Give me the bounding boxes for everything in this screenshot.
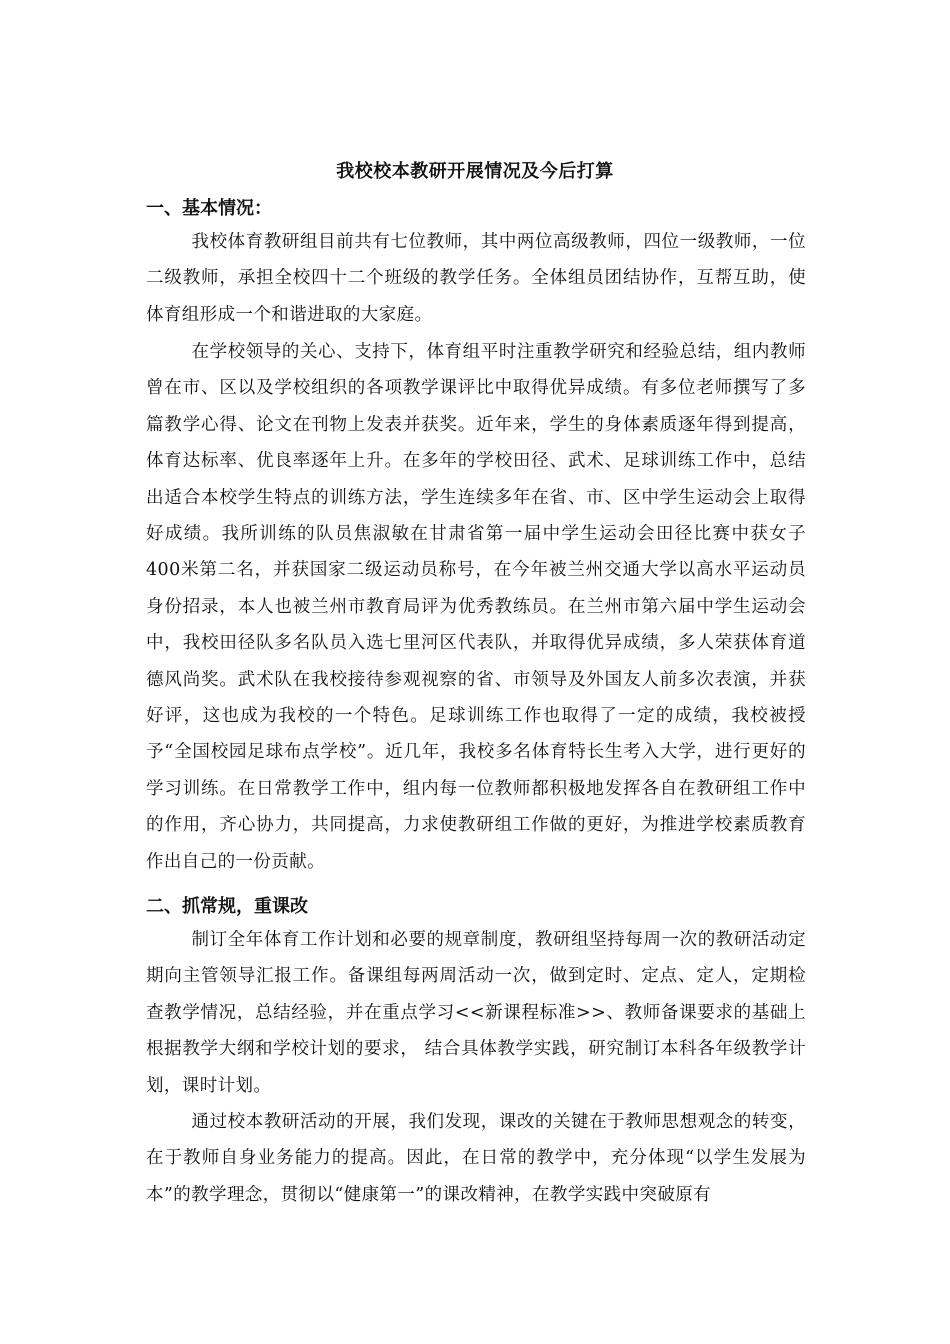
paragraph-work-plan: 制订全年体育工作计划和必要的规章制度，教研组坚持每周一次的教研活动定期向主管领导汇报工作。备课组每两周活动一次，做到定时、定点、定人，定期检查教学情况，总结经验，并在重点学习<<新课程标准>>、教师备课要求的基础上根据教学大纲和学校计划的要求， 结合具体教学实践，研究制订本科各年级教学计划，课时计划。 (146, 930, 806, 1096)
paragraph-reform-findings: 通过校本教研活动的开展，我们发现，课改的关键在于教师思想观念的转变，在于教师自身业务能力的提高。因此，在日常的教学中，充分体现“以学生发展为本”的教学理念，贯彻以“健康第一”的课改精神，在教学实践中突破原有 (146, 1112, 806, 1205)
paragraph-teacher-overview: 我校体育教研组目前共有七位教师，其中两位高级教师，四位一级教师，一位二级教师，承担全校四十二个班级的教学任务。全体组员团结协作，互帮互助，使体育组形成一个和谐进取的大家庭。 (146, 232, 806, 325)
paragraph-achievements: 在学校领导的关心、支持下，体育组平时注重教学研究和经验总结，组内教师曾在市、区以及学校组织的各项教学课评比中取得优异成绩。有多位老师撰写了多篇教学心得、论文在刊物上发表并获奖。近年来，学生的身体素质逐年得到提高，体育达标率、优良率逐年上升。在多年的学校田径、武术、足球训练工作中，总结出适合本校学生特点的训练方法，学生连续多年在省、市、区中学生运动会上取得好成绩。我所训练的队员焦淑敏在甘肃省第一届中学生运动会田径比赛中获女子400米第二名，并获国家二级运动员称号，在今年被兰州交通大学以高水平运动员身份招录，本人也被兰州市教育局评为优秀教练员。在兰州市第六届中学生运动会中，我校田径队多名队员入选七里河区代表队，并取得优异成绩，多人荣获体育道德风尚奖。武术队在我校接待参观视察的省、市领导及外国友人前多次表演，并获好评，这也成为我校的一个特色。足球训练工作也取得了一定的成绩，我校被授予“全国校园足球布点学校”。近几年，我校多名体育特长生考入大学，进行更好的学习训练。在日常教学工作中，组内每一位教师都积极地发挥各自在教研组工作中的作用，齐心协力，共同提高，力求使教研组工作做的更好，为推进学校素质教育作出自己的一份贡献。 (146, 342, 806, 872)
section-heading-routine-reform: 二、抓常规，重课改 (146, 896, 308, 917)
document-title: 我校校本教研开展情况及今后打算 (336, 161, 614, 182)
section-heading-basic-situation: 一、基本情况： (146, 198, 272, 219)
